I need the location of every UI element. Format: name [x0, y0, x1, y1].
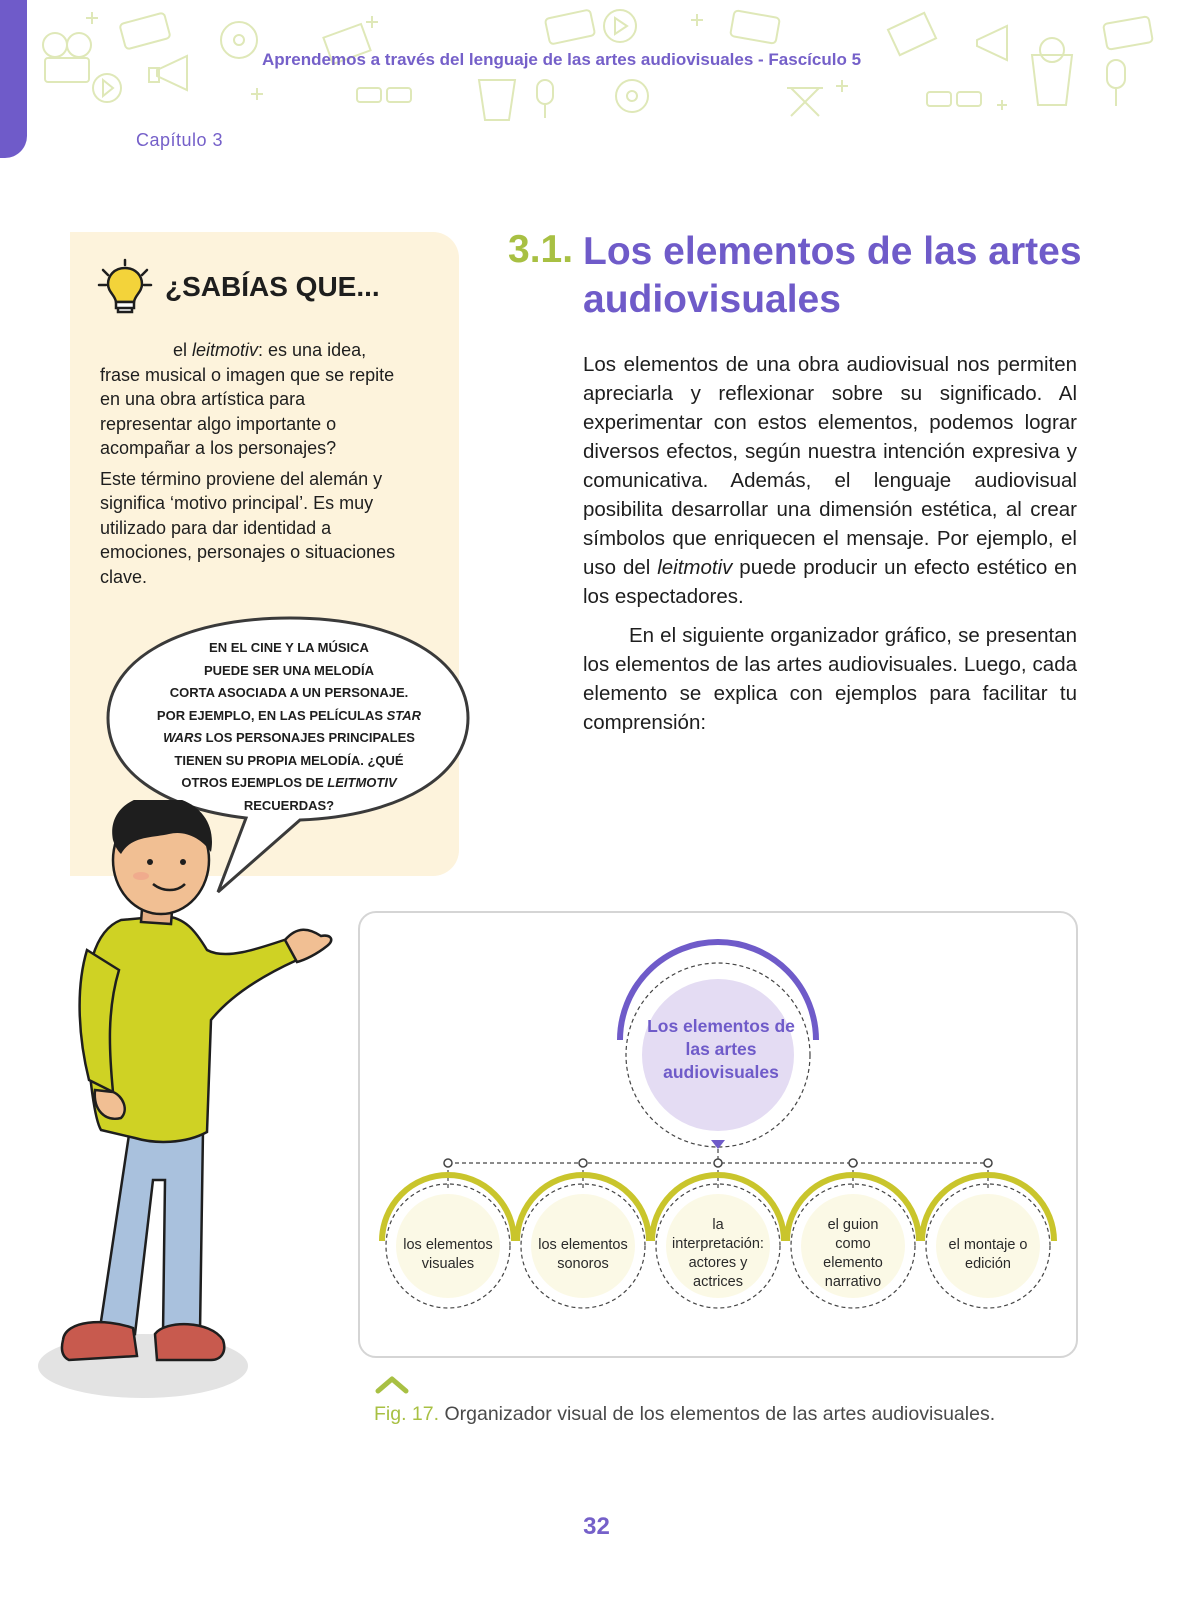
did-you-know-title: ¿SABÍAS QUE...: [165, 271, 380, 302]
organizer-node-script: el guion como elemento narrativo: [823, 1217, 883, 1290]
chapter-tab-marker: [0, 0, 27, 158]
3d-glasses-doodle-icon: [357, 88, 411, 102]
fascicle-header-title: Aprendemos a través del lenguaje de las artes audiovisuales - Fascículo 5: [262, 50, 862, 69]
organizer-node-editing: el montaje o edición: [948, 1237, 1028, 1272]
section-title: Los elementos de las artes audiovisuales: [583, 230, 1082, 321]
ticket-doodle-icon: [119, 12, 170, 49]
did-you-know-paragraph-1: el leitmotiv: es una idea, frase musical o imagen que se repite en una obra artística para representar algo importante o acompañar a los personajes?: [100, 340, 395, 458]
boy-illustration: [35, 800, 345, 1410]
ticket-doodle-icon-2: [545, 10, 595, 45]
speech-bubble-text: EN EL CINE Y LA MÚSICA PUEDE SER UNA MELODÍA CORTA ASOCIADA A UN PERSONAJE. POR EJEMPLO, EN LAS PELÍCULAS STAR WARS LOS PERSONAJES PRINCIPALES TIENEN SU PROPIA MELODÍA. ¿QUÉ OTROS EJEMPLOS DE LEITMOTIV RECUERDAS?: [156, 640, 422, 813]
microphone-doodle-icon: [537, 80, 553, 118]
play-button-doodle-icon-2: [604, 10, 636, 42]
film-reel-doodle-icon: [221, 22, 257, 58]
3d-glasses-doodle-icon-2: [927, 92, 981, 106]
ticket-doodle-icon-3: [730, 10, 780, 44]
popcorn-doodle-icon-2: [1032, 38, 1072, 105]
organizer-node-acting: la interpretación: actores y actrices: [672, 1217, 764, 1290]
body-paragraph-2: En el siguiente organizador gráfico, se presentan los elementos de las artes audiovisuales. Luego, cada elemento se explica con ejemplos para facilitar tu comprensión:: [583, 624, 1077, 734]
organizer-node-visual: los elementos visuales: [403, 1237, 493, 1272]
figure-label: Fig. 17.: [374, 1403, 440, 1425]
organizer-center-label: Los elementos de las artes audiovisuales: [647, 1016, 795, 1082]
popcorn-doodle-icon: [479, 80, 515, 120]
megaphone-doodle-icon-2: [977, 26, 1007, 60]
megaphone-doodle-icon: [149, 56, 187, 90]
chevron-up-icon: [375, 1375, 409, 1395]
director-chair-doodle-icon: [787, 88, 823, 116]
section-body: [583, 350, 1077, 747]
did-you-know-text: [100, 338, 400, 595]
figure-caption-text: Organizador visual de los elementos de las artes audiovisuales.: [444, 1403, 996, 1425]
section-number: 3.1.: [508, 228, 574, 271]
clapperboard-doodle-icon-2: [888, 13, 936, 55]
play-button-doodle-icon: [93, 74, 121, 102]
chapter-label: Capítulo 3: [136, 130, 224, 150]
leitmotiv-term: leitmotiv: [192, 340, 259, 360]
body-paragraph-1: Los elementos de una obra audiovisual nos permiten apreciarla y reflexionar sobre su significado. Al experimentar con estos elementos, podemos lograr diversos efectos, según nuestra intención expresiva y comunicativa. Además, el lenguaje audiovisual posibilita desarrollar una dimensión estética, al crear símbolos que enriquecen el mensaje. Por ejemplo, el uso del leitmotiv puede producir un efecto estético en los espectadores.: [583, 353, 1077, 608]
leitmotiv-term-body: leitmotiv: [657, 556, 733, 579]
camera-doodle-icon: [43, 33, 91, 82]
page-number: 32: [583, 1513, 610, 1540]
lightbulb-icon: [95, 258, 155, 318]
ticket-doodle-icon-4: [1103, 16, 1153, 50]
film-reel-doodle-icon-2: [616, 80, 648, 112]
figure-caption: [374, 1403, 995, 1426]
did-you-know-paragraph-2: Este término proviene del alemán y significa ‘motivo principal’. Es muy utilizado para dar identidad a emociones, personajes o situaciones clave.: [100, 468, 396, 587]
organizer-node-sound: los elementos sonoros: [538, 1237, 628, 1272]
microphone-doodle-icon-2: [1107, 60, 1125, 106]
